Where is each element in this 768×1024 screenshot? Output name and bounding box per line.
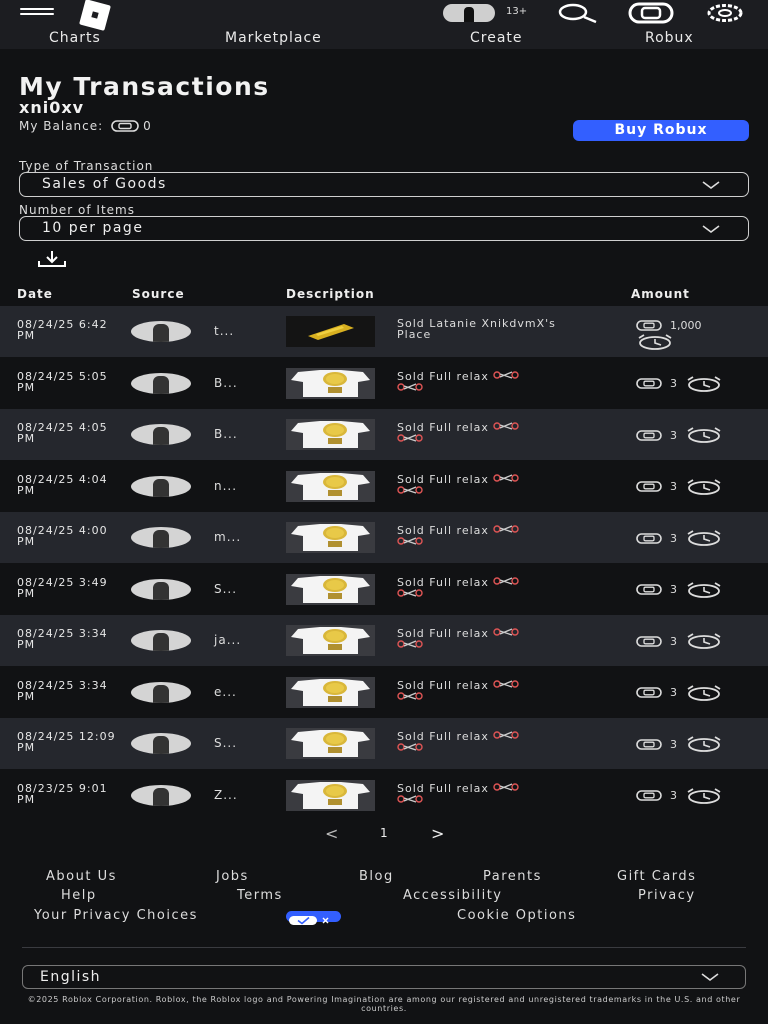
item-thumbnail[interactable] <box>286 419 375 450</box>
pending-clock-icon <box>685 788 723 804</box>
pending-clock-icon <box>685 427 723 443</box>
avatar[interactable] <box>131 733 191 754</box>
item-thumbnail[interactable] <box>286 625 375 656</box>
pending-clock-icon <box>685 633 723 649</box>
scissors-icon <box>493 370 519 380</box>
row-date: 08/23/25 9:01 PM <box>17 781 108 806</box>
row-description <box>397 421 577 445</box>
balance <box>19 119 152 133</box>
row-source[interactable]: ja... <box>214 633 242 647</box>
nav-robux[interactable]: Robux <box>645 30 694 46</box>
gear-icon[interactable] <box>702 2 748 24</box>
pending-clock-icon <box>685 736 723 752</box>
row-description-text: Sold Full relax <box>397 524 489 537</box>
chevron-down-icon <box>702 225 720 233</box>
item-count-select[interactable] <box>19 216 749 241</box>
table-row[interactable] <box>0 461 768 512</box>
row-description-text: Sold Latanie XnikdvmX's Place <box>397 317 556 341</box>
chevron-down-icon <box>702 181 720 189</box>
row-description <box>397 370 577 394</box>
current-page: 1 <box>380 826 388 840</box>
footer-link-privacy[interactable]: Privacy <box>638 888 696 903</box>
robux-icon <box>636 584 662 595</box>
row-description-text: Sold Full relax <box>397 781 489 795</box>
language-value: English <box>40 969 102 985</box>
row-amount <box>636 427 723 443</box>
row-description <box>397 679 577 703</box>
download-icon[interactable] <box>37 250 67 268</box>
language-select[interactable] <box>22 965 746 989</box>
row-date: 08/24/25 3:34 PM <box>17 678 108 703</box>
column-header-date: Date <box>17 287 53 301</box>
row-amount-value: 1,000 <box>670 319 702 332</box>
item-thumbnail[interactable] <box>286 677 375 708</box>
prev-page-button[interactable]: < <box>325 824 339 843</box>
footer-link-terms[interactable]: Terms <box>237 888 283 903</box>
row-description-text: Sold Full relax <box>397 678 489 692</box>
row-amount-value: 3 <box>670 789 677 802</box>
scissors-icon <box>493 730 519 740</box>
robux-icon <box>636 481 662 492</box>
row-description <box>397 576 577 600</box>
row-amount <box>636 319 702 353</box>
table-row[interactable] <box>0 409 768 460</box>
scissors-icon <box>397 382 423 392</box>
column-header-source: Source <box>132 287 185 301</box>
row-source[interactable]: B... <box>214 427 238 441</box>
footer-link-gift-cards[interactable]: Gift Cards <box>617 869 697 884</box>
row-description-text: Sold Full relax <box>397 369 489 383</box>
row-amount-value: 3 <box>670 531 677 545</box>
avatar[interactable] <box>131 321 191 342</box>
row-amount-value: 3 <box>670 634 677 648</box>
avatar[interactable] <box>131 373 191 394</box>
avatar[interactable] <box>131 785 191 806</box>
avatar[interactable] <box>131 476 191 497</box>
scissors-icon <box>397 691 423 701</box>
username: xni0xv <box>19 98 85 117</box>
row-description-text: Sold Full relax <box>397 575 489 589</box>
table-row[interactable] <box>0 667 768 718</box>
row-amount <box>636 788 723 804</box>
footer-divider <box>22 947 746 948</box>
avatar[interactable] <box>131 579 191 600</box>
scissors-icon <box>493 782 519 792</box>
scissors-icon <box>493 421 519 431</box>
table-row[interactable] <box>0 512 768 563</box>
item-thumbnail[interactable] <box>286 368 375 399</box>
row-source[interactable]: Z... <box>214 787 238 802</box>
row-description-text: Sold Full relax <box>397 421 489 434</box>
pending-clock-icon <box>685 582 723 598</box>
item-thumbnail[interactable] <box>286 780 375 811</box>
scissors-icon <box>493 679 519 689</box>
roblox-logo-icon[interactable] <box>79 0 111 31</box>
scissors-icon <box>397 588 423 598</box>
row-source[interactable]: t... <box>214 324 235 338</box>
scissors-icon <box>397 639 423 649</box>
row-description-text: Sold Full relax <box>397 730 489 743</box>
row-amount-value: 3 <box>670 428 677 442</box>
row-description-text: Sold Full relax <box>397 627 489 640</box>
transaction-type-label: Type of Transaction <box>19 159 154 173</box>
item-count-label: Number of Items <box>19 203 135 217</box>
transaction-type-select[interactable] <box>19 172 749 197</box>
item-thumbnail[interactable] <box>286 522 375 553</box>
scissors-icon <box>397 794 423 804</box>
footer-link-about[interactable]: About Us <box>46 869 117 884</box>
nav-create[interactable]: Create <box>470 30 523 46</box>
item-thumbnail[interactable] <box>286 316 375 347</box>
row-description <box>397 782 577 806</box>
row-amount-value: 3 <box>670 737 677 751</box>
robux-icon[interactable] <box>628 2 674 24</box>
row-amount <box>636 376 723 392</box>
row-date: 08/24/25 5:05 PM <box>17 369 108 394</box>
scissors-icon <box>397 742 423 752</box>
avatar[interactable] <box>131 682 191 703</box>
table-row[interactable] <box>0 306 768 357</box>
footer-link-help[interactable]: Help <box>61 888 97 903</box>
transaction-type-value: Sales of Goods <box>42 176 167 192</box>
scissors-icon <box>493 473 519 483</box>
next-page-button[interactable]: > <box>431 824 445 843</box>
menu-icon[interactable] <box>20 8 54 22</box>
footer-link-accessibility[interactable]: Accessibility <box>403 888 503 903</box>
row-source[interactable]: B... <box>214 375 238 390</box>
robux-icon <box>636 430 662 441</box>
row-description <box>397 318 577 340</box>
footer-link-parents[interactable]: Parents <box>483 869 542 884</box>
scissors-icon <box>397 536 423 546</box>
row-date: 08/24/25 4:00 PM <box>17 524 108 548</box>
row-amount <box>636 685 723 701</box>
privacy-choices-toggle[interactable] <box>286 911 341 922</box>
footer-link-blog[interactable]: Blog <box>359 869 394 884</box>
table-row[interactable] <box>0 358 768 409</box>
check-icon <box>286 915 341 926</box>
footer-link-jobs[interactable]: Jobs <box>216 869 249 884</box>
table-row[interactable] <box>0 770 768 821</box>
row-amount-value: 3 <box>670 480 677 493</box>
pending-clock-icon <box>685 685 723 701</box>
row-source[interactable]: e... <box>214 684 237 699</box>
row-date: 08/24/25 3:34 PM <box>17 627 108 651</box>
row-description <box>397 524 577 548</box>
nav-charts[interactable]: Charts <box>49 30 101 46</box>
row-amount <box>636 582 723 598</box>
row-date: 08/24/25 4:04 PM <box>17 472 108 497</box>
top-bar <box>0 0 768 49</box>
scissors-icon <box>397 433 423 443</box>
row-source[interactable]: S... <box>214 581 238 596</box>
search-icon[interactable] <box>556 2 598 24</box>
row-amount-value: 3 <box>670 686 677 699</box>
balance-label: My Balance: <box>19 119 104 133</box>
row-amount-value: 3 <box>670 377 677 390</box>
scissors-icon <box>493 576 519 586</box>
item-thumbnail[interactable] <box>286 574 375 605</box>
robux-icon <box>111 120 139 132</box>
age-badge: 13+ <box>506 6 528 17</box>
robux-icon <box>636 636 662 647</box>
scissors-icon <box>493 524 519 534</box>
robux-icon <box>636 320 662 331</box>
column-header-amount: Amount <box>631 287 690 301</box>
row-description <box>397 473 577 497</box>
table-row[interactable] <box>0 615 768 666</box>
nav-marketplace[interactable]: Marketplace <box>225 30 322 46</box>
robux-icon <box>636 739 662 750</box>
scissors-icon <box>397 485 423 495</box>
row-source[interactable]: m... <box>214 530 242 544</box>
pending-clock-icon <box>685 530 723 546</box>
page-title: My Transactions <box>19 72 270 101</box>
row-date: 08/24/25 4:05 PM <box>17 421 108 445</box>
table-row[interactable] <box>0 718 768 769</box>
row-date: 08/24/25 3:49 PM <box>17 575 108 600</box>
avatar[interactable] <box>131 424 191 445</box>
avatar[interactable] <box>131 630 191 651</box>
row-amount <box>636 530 723 546</box>
row-amount <box>636 736 723 752</box>
pending-clock-icon <box>636 334 674 350</box>
column-header-description: Description <box>286 287 375 301</box>
item-thumbnail[interactable] <box>286 728 375 759</box>
robux-icon <box>636 687 662 698</box>
footer-link-privacy-choices[interactable]: Your Privacy Choices <box>34 908 198 923</box>
row-amount-value: 3 <box>670 583 677 596</box>
avatar[interactable] <box>443 4 495 22</box>
balance-value: 0 <box>143 119 152 133</box>
row-amount <box>636 633 723 649</box>
pending-clock-icon <box>685 376 723 392</box>
row-description-text: Sold Full relax <box>397 472 489 486</box>
robux-icon <box>636 790 662 801</box>
row-date: 08/24/25 6:42 PM <box>17 318 108 342</box>
pending-clock-icon <box>685 479 723 495</box>
row-source[interactable]: S... <box>214 736 238 750</box>
table-row[interactable] <box>0 564 768 615</box>
item-count-value: 10 per page <box>42 220 144 236</box>
buy-robux-button[interactable]: Buy Robux <box>573 120 749 141</box>
avatar[interactable] <box>131 527 191 548</box>
scissors-icon <box>493 627 519 637</box>
robux-icon <box>636 533 662 544</box>
item-thumbnail[interactable] <box>286 471 375 502</box>
row-description <box>397 627 577 651</box>
row-description <box>397 730 577 754</box>
footer-link-cookie-options[interactable]: Cookie Options <box>457 908 577 923</box>
robux-icon <box>636 378 662 389</box>
row-amount <box>636 479 723 495</box>
copyright-text: ©2025 Roblox Corporation. Roblox, the Roblox logo and Powering Imagination are among our registered and unregistered trademarks in the U.S. and other countries. <box>27 995 741 1013</box>
row-source[interactable]: n... <box>214 478 238 493</box>
row-date: 08/24/25 12:09 PM <box>17 730 116 754</box>
chevron-down-icon <box>701 973 719 981</box>
